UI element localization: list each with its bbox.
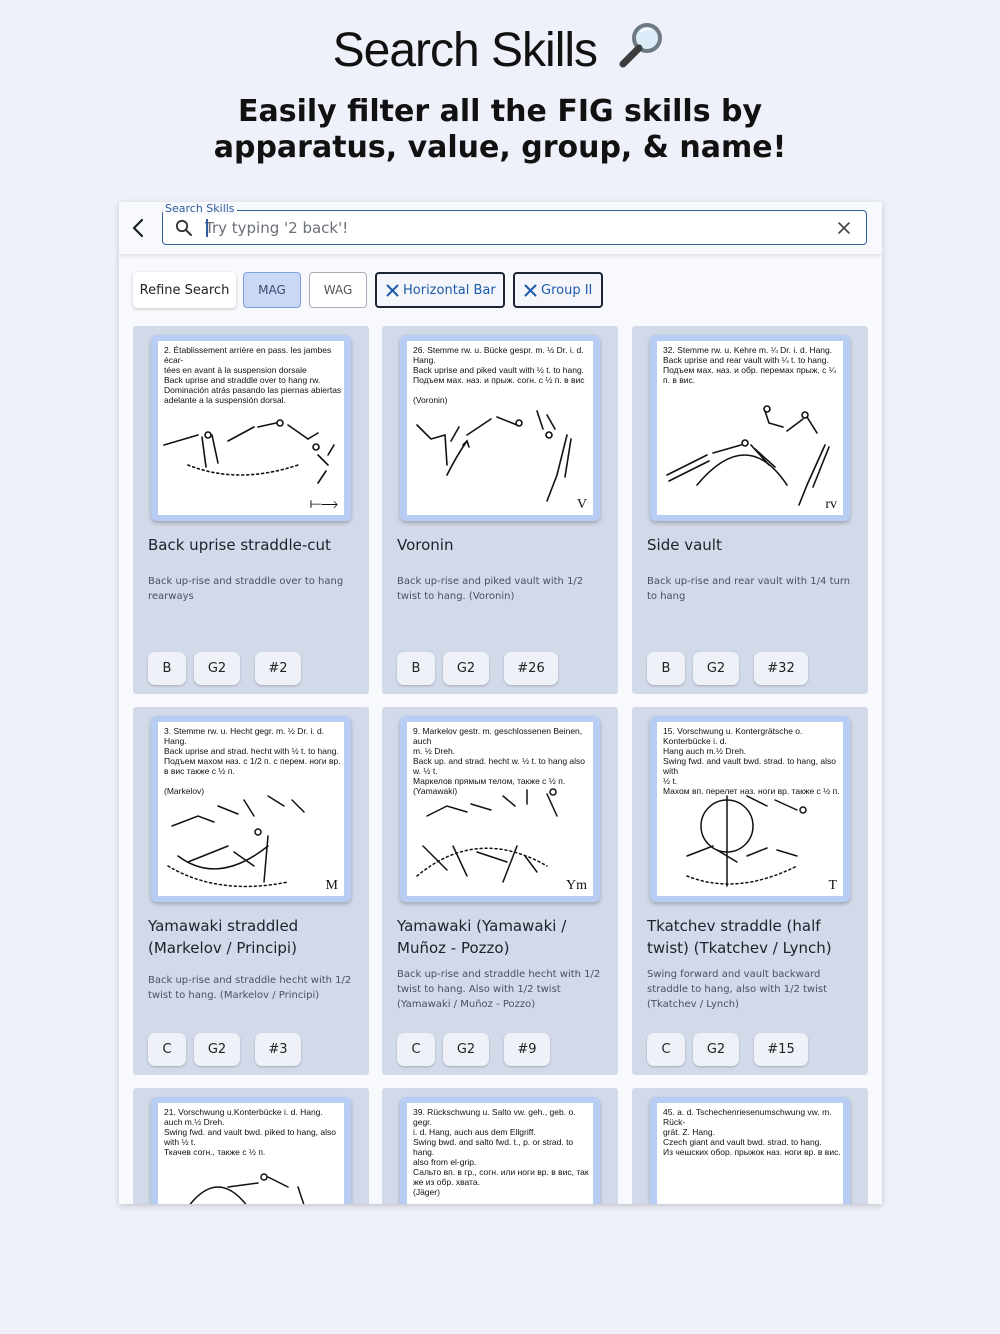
skill-card[interactable] bbox=[382, 707, 618, 1075]
skill-group-badge[interactable]: G2 bbox=[693, 652, 739, 685]
skill-card[interactable] bbox=[632, 326, 868, 694]
skill-image-frame bbox=[400, 335, 600, 521]
skill-value-badge[interactable]: B bbox=[148, 652, 186, 685]
skill-diagram-caption: 32. Stemme rw. u. Kehre m. ¼ Dr. i. d. Hang. Back uprise and rear vault with ¼ t. to hang. Подъем мах. наз. и обр. перемах прыж. с ¼ п. в вис. bbox=[663, 345, 836, 385]
skill-image-frame bbox=[151, 716, 351, 902]
skill-symbol: V bbox=[576, 497, 587, 512]
gymnast-sketch bbox=[657, 405, 843, 515]
skill-diagram bbox=[407, 722, 593, 896]
hero-subtitle-line2: apparatus, value, group, & name! bbox=[213, 130, 787, 165]
skill-title: Side vault bbox=[647, 536, 722, 554]
skill-title: Yamawaki (Yamawaki / Muñoz - Pozzo) bbox=[397, 917, 567, 957]
skill-symbol: M bbox=[325, 878, 338, 893]
skill-card[interactable] bbox=[133, 1088, 369, 1204]
skill-number-badge[interactable]: #9 bbox=[504, 1033, 550, 1066]
magnifier-icon bbox=[615, 20, 667, 72]
search-icon bbox=[175, 219, 193, 237]
skill-image-frame bbox=[400, 1097, 600, 1204]
skill-diagram-caption: 21. Vorschwung u.Konterbücke i. d. Hang. auch m.½ Dreh. Swing fwd. and vault bwd. piked to hang, also with ½ t. Ткачев согн., также с ½ п. bbox=[164, 1107, 336, 1157]
skill-diagram bbox=[158, 1103, 344, 1204]
skill-number-badge[interactable]: #26 bbox=[504, 652, 558, 685]
skill-diagram bbox=[158, 341, 344, 515]
skill-description: Swing forward and vault backward straddle to hang, also with 1/2 twist (Tkatchev / Lynch) bbox=[647, 969, 827, 1010]
skill-image-frame bbox=[151, 335, 351, 521]
skill-group-badge[interactable]: G2 bbox=[443, 652, 489, 685]
skill-title: Yamawaki straddled (Markelov / Principi) bbox=[148, 917, 299, 957]
skill-card[interactable] bbox=[382, 326, 618, 694]
hero-subtitle bbox=[0, 94, 1000, 166]
gymnast-sketch bbox=[158, 786, 344, 896]
search-field[interactable] bbox=[162, 202, 867, 245]
gymnast-sketch bbox=[158, 1167, 344, 1204]
skill-diagram bbox=[158, 722, 344, 896]
skill-number-badge[interactable]: #15 bbox=[754, 1033, 808, 1066]
skill-description: Back up-rise and straddle hecht with 1/2 twist to hang. (Markelov / Principi) bbox=[148, 975, 352, 1001]
skill-card[interactable] bbox=[133, 326, 369, 694]
hero-subtitle-line1: Easily filter all the FIG skills by bbox=[237, 94, 763, 129]
remove-filter-icon[interactable] bbox=[386, 284, 399, 297]
skill-symbol: Ym bbox=[566, 878, 587, 893]
skill-diagram-caption: 15. Vorschwung u. Kontergrätsche o. Konterbücke i. d. Hang auch m.½ Dreh. Swing fwd. and vault bwd. strad. to hang, also with ½ t. Махом вп. перелет наз. ноги вр. также с ½ п. bbox=[663, 726, 840, 796]
skill-diagram-caption: 2. Établissement arrière en pass. les jambes écar- tées en avant à la suspension dorsale Back uprise and straddle over to hang rw. Dominación atrás pasando las piernas abiertas adelante a la suspensión dorsal. bbox=[164, 345, 342, 405]
search-app-bar bbox=[119, 202, 882, 254]
skill-image-frame bbox=[650, 716, 850, 902]
filter-chip-apparatus[interactable] bbox=[375, 272, 505, 308]
skill-description: Back up-rise and straddle over to hang rearways bbox=[148, 576, 344, 602]
skill-card[interactable] bbox=[382, 1088, 618, 1204]
skill-number-badge[interactable]: #32 bbox=[754, 652, 808, 685]
skill-diagram bbox=[407, 341, 593, 515]
filter-chip-row bbox=[133, 272, 873, 308]
skill-diagram-caption: 39. Rückschwung u. Salto vw. geh., geb. o. gegr. i. d. Hang, auch aus dem Ellgriff. Swing bwd. and salto fwd. t., p. or strad. to hang. also from el-grip. Сальто вп. в гр., согн. или ноги вр. в вис, так же из обр. хвата. (Jäger) bbox=[413, 1107, 589, 1197]
skill-diagram-caption: 3. Stemme rw. u. Hecht gegr. m. ½ Dr. i. d. Hang. Back uprise and strad. hecht with ½ t. to hang. Подъем махом наз. с 1/2 п. с перем. ноги вр. в вис также с ½ п. (Markelov) bbox=[164, 726, 341, 796]
skill-image-frame bbox=[151, 1097, 351, 1204]
skill-card[interactable] bbox=[632, 1088, 868, 1204]
skill-image-frame bbox=[650, 1097, 850, 1204]
skill-number-badge[interactable]: #2 bbox=[255, 652, 301, 685]
gymnast-sketch bbox=[407, 1167, 593, 1204]
skill-group-badge[interactable]: G2 bbox=[693, 1033, 739, 1066]
gymnast-sketch bbox=[407, 405, 593, 515]
hero-title-text: Search Skills bbox=[332, 24, 598, 77]
skill-title: Tkatchev straddle (half twist) (Tkatchev / Lynch) bbox=[647, 917, 832, 957]
search-input[interactable] bbox=[205, 211, 815, 244]
filter-chip-apparatus-label: Horizontal Bar bbox=[403, 282, 496, 298]
skill-description: Back up-rise and piked vault with 1/2 twist to hang. (Voronin) bbox=[397, 576, 584, 602]
skill-diagram bbox=[657, 1103, 843, 1204]
skill-card[interactable] bbox=[133, 707, 369, 1075]
filter-chip-group-label: Group II bbox=[541, 282, 593, 298]
skill-title: Back uprise straddle-cut bbox=[148, 536, 331, 554]
skill-group-badge[interactable]: G2 bbox=[194, 1033, 240, 1066]
skill-diagram bbox=[657, 722, 843, 896]
skill-diagram bbox=[657, 341, 843, 515]
skill-value-badge[interactable]: B bbox=[647, 652, 685, 685]
skill-value-badge[interactable]: C bbox=[647, 1033, 685, 1066]
refine-search-button[interactable]: Refine Search bbox=[133, 272, 236, 308]
skill-symbol: ⟝⟶ bbox=[309, 497, 338, 512]
skill-diagram-caption: 9. Markelov gestr. m. geschlossenen Beinen, auch m. ½ Dreh. Back up. and strad. hecht w. ½ t. to hang also w. ½ t. Маркелов прямым телом, также с ½ п. (Yamawaki) bbox=[413, 726, 585, 796]
skill-diagram-caption: 26. Stemme rw. u. Bücke gespr. m. ½ Dr. i. d. Hang. Back uprise and piked vault with ½ t. to hang. Подъем мах. наз. и прыж. согн. с ½ п. в вис (Voronin) bbox=[413, 345, 585, 405]
skill-card[interactable] bbox=[632, 707, 868, 1075]
skill-title: Voronin bbox=[397, 536, 454, 554]
hero-title bbox=[0, 20, 1000, 78]
skill-description: Back up-rise and straddle hecht with 1/2 twist to hang. Also with 1/2 twist (Yamawaki / Muñoz - Pozzo) bbox=[397, 969, 601, 1010]
skill-symbol: rv bbox=[825, 497, 837, 512]
skill-description: Back up-rise and rear vault with 1/4 turn to hang bbox=[647, 576, 851, 602]
gymnast-sketch bbox=[657, 1167, 843, 1204]
skill-diagram bbox=[407, 1103, 593, 1204]
back-arrow-icon[interactable] bbox=[125, 214, 153, 242]
skill-value-badge[interactable]: B bbox=[397, 652, 435, 685]
skill-group-badge[interactable]: G2 bbox=[443, 1033, 489, 1066]
skill-image-frame bbox=[650, 335, 850, 521]
clear-icon[interactable] bbox=[837, 221, 851, 235]
skill-group-badge[interactable]: G2 bbox=[194, 652, 240, 685]
gymnast-sketch bbox=[657, 786, 843, 896]
skill-number-badge[interactable]: #3 bbox=[255, 1033, 301, 1066]
text-caret bbox=[206, 219, 208, 237]
skill-image-frame bbox=[400, 716, 600, 902]
skill-value-badge[interactable]: C bbox=[397, 1033, 435, 1066]
wag-toggle[interactable]: WAG bbox=[309, 272, 367, 308]
filter-chip-group[interactable] bbox=[513, 272, 603, 308]
search-field-label: Search Skills bbox=[165, 202, 235, 215]
skill-value-badge[interactable]: C bbox=[148, 1033, 186, 1066]
app-screen bbox=[119, 202, 882, 1204]
skill-diagram-caption: 45. a. d. Tschechenriesenumschwung vw. m. Rück- grät. Z. Hang. Czech giant and vault bwd. strad. to hang. Из чешских обор. прыжок наз. ноги вр. в вис. bbox=[663, 1107, 841, 1157]
mag-toggle[interactable]: MAG bbox=[243, 272, 301, 308]
remove-filter-icon[interactable] bbox=[524, 284, 537, 297]
skill-symbol: T bbox=[828, 878, 837, 893]
